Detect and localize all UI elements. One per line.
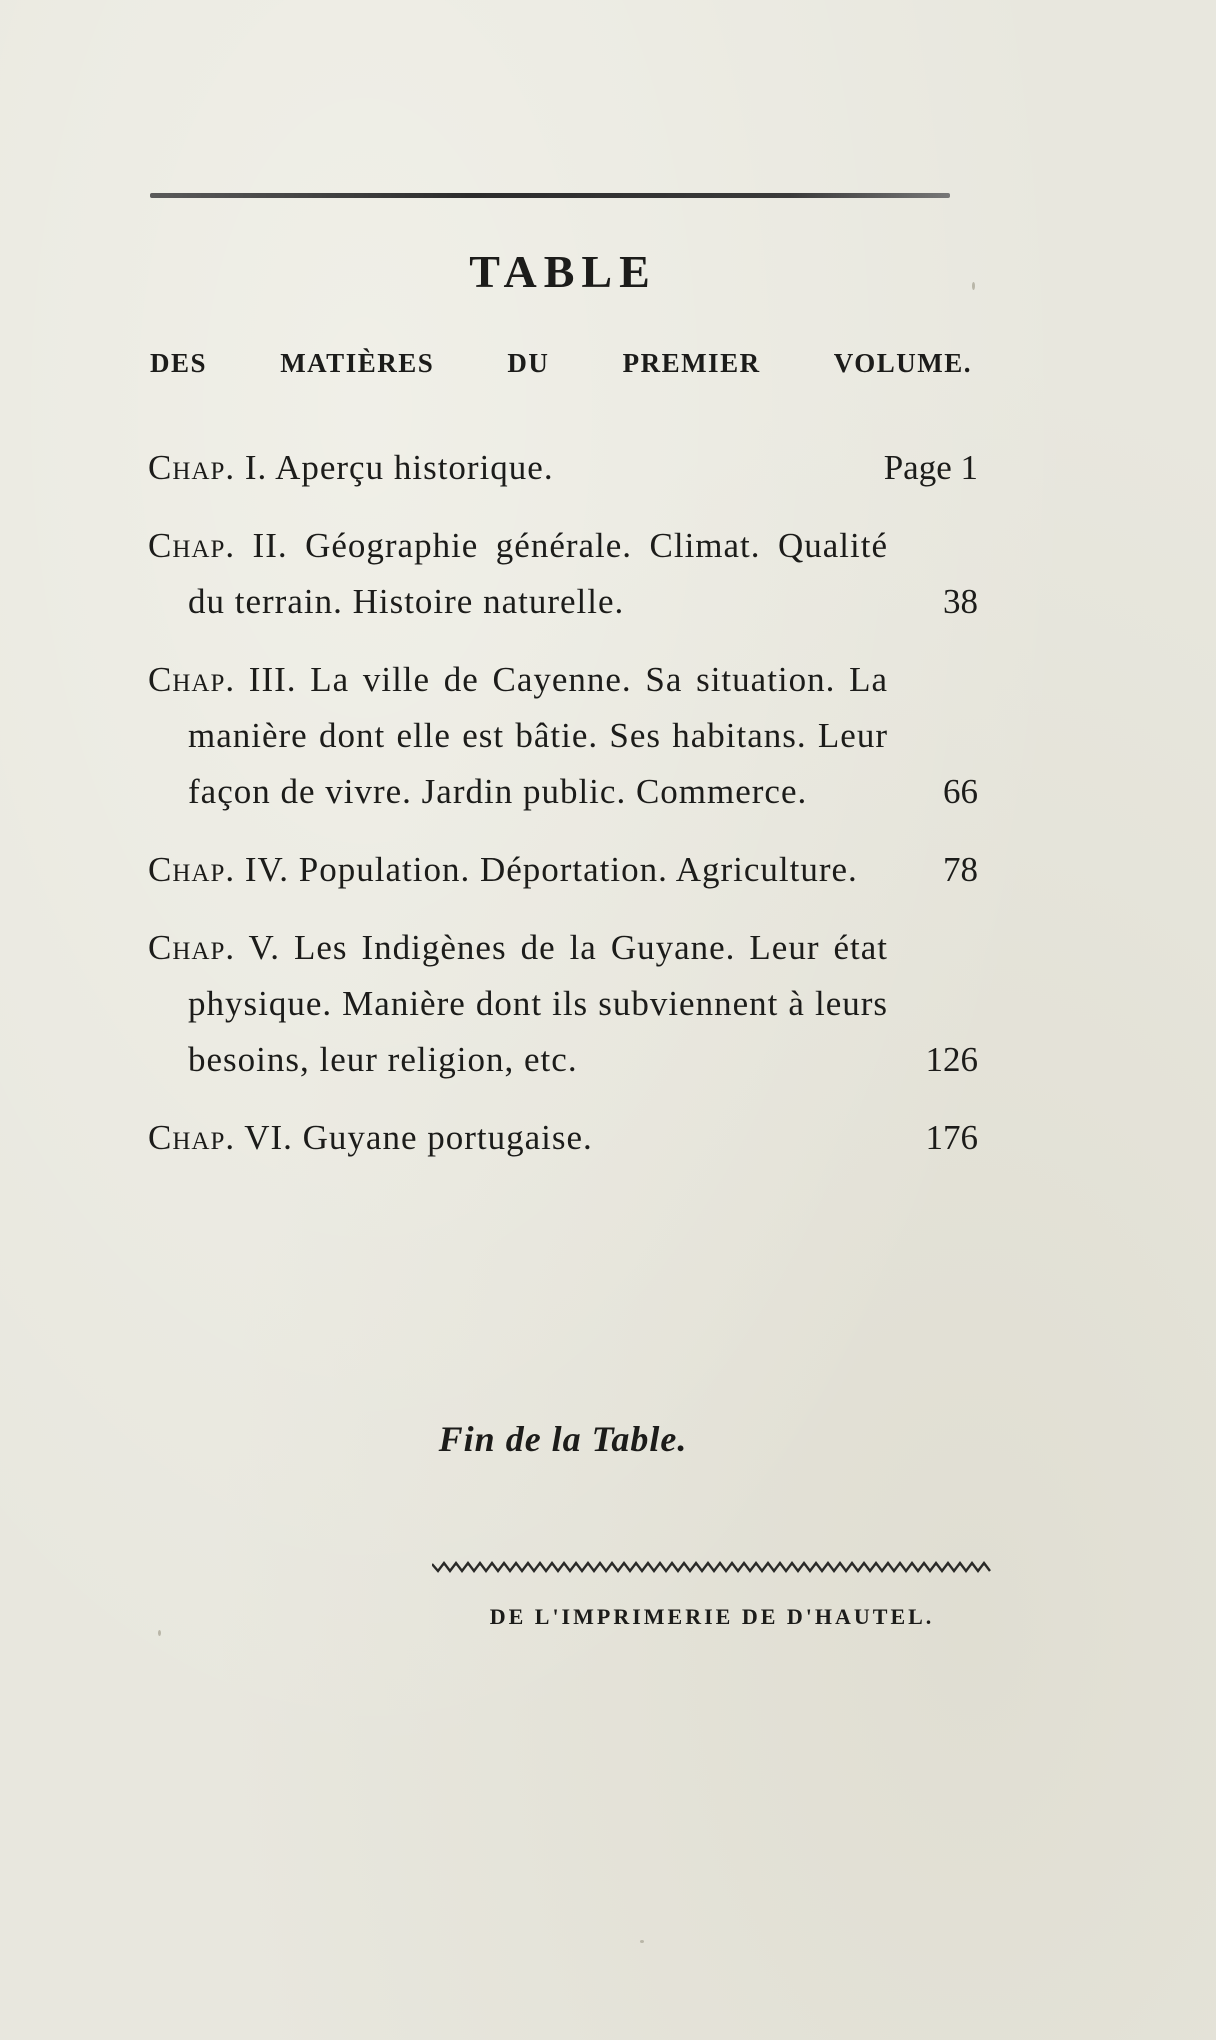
toc-chapter-title: Géographie générale. Climat. Qualité du terrain. Histoire naturelle. [188, 526, 888, 621]
toc-entry-text [148, 920, 978, 1088]
toc-entry [148, 652, 978, 820]
toc-entry [148, 440, 978, 496]
toc-chapter-title: La ville de Cayenne. Sa situation. La manière dont elle est bâtie. Ses habitans. Leur façon de vivre. Jardin public. Commerce. [188, 660, 888, 811]
toc-chapter-label: Chap. II. [148, 526, 288, 565]
toc-entry-text [148, 652, 978, 820]
toc-chapter-label: Chap. III. [148, 660, 297, 699]
toc-entry-text [148, 440, 978, 496]
top-rule [150, 193, 950, 198]
toc-entry [148, 518, 978, 630]
toc-entry-text [148, 842, 978, 898]
toc-chapter-title: Guyane portugaise. [302, 1118, 593, 1157]
toc-page-number: 176 [925, 1118, 978, 1157]
ornament-rule [432, 1560, 992, 1574]
toc-chapter-label: Chap. VI. [148, 1118, 293, 1157]
toc-entry-text [148, 1110, 978, 1166]
table-of-contents [148, 440, 978, 1188]
toc-entry-text [148, 518, 978, 630]
toc-page-number: 66 [943, 772, 978, 811]
subtitle-word: MATIÈRES [280, 348, 435, 378]
subtitle-word: VOLUME. [833, 348, 972, 378]
paper-speck [640, 1940, 644, 1943]
printer-imprint: DE L'IMPRIMERIE DE D'HAUTEL. [489, 1604, 935, 1629]
toc-entry [148, 1110, 978, 1166]
toc-entry [148, 920, 978, 1088]
page-subtitle [150, 348, 972, 379]
toc-chapter-title: Population. Déportation. Agriculture. [298, 850, 858, 889]
toc-chapter-label: Chap. V. [148, 928, 280, 967]
toc-entry [148, 842, 978, 898]
subtitle-word: DES [150, 348, 208, 378]
end-of-table: Fin de la Table. [438, 1419, 688, 1459]
page-title: TABLE [469, 246, 657, 297]
subtitle-word: PREMIER [622, 348, 761, 378]
toc-page-number: Page 1 [883, 448, 978, 487]
toc-chapter-label: Chap. I. [148, 448, 268, 487]
paper-speck [972, 282, 975, 290]
toc-chapter-title: Les Indigènes de la Guyane. Leur état physique. Manière dont ils subviennent à leurs besoins, leur religion, etc. [188, 928, 888, 1079]
toc-chapter-title: Aperçu historique. [275, 448, 554, 487]
subtitle-word: DU [507, 348, 550, 378]
toc-chapter-label: Chap. IV. [148, 850, 290, 889]
toc-page-number: 78 [943, 850, 978, 889]
paper-speck [158, 1630, 161, 1636]
toc-page-number: 38 [943, 582, 978, 621]
toc-page-number: 126 [925, 1040, 978, 1079]
